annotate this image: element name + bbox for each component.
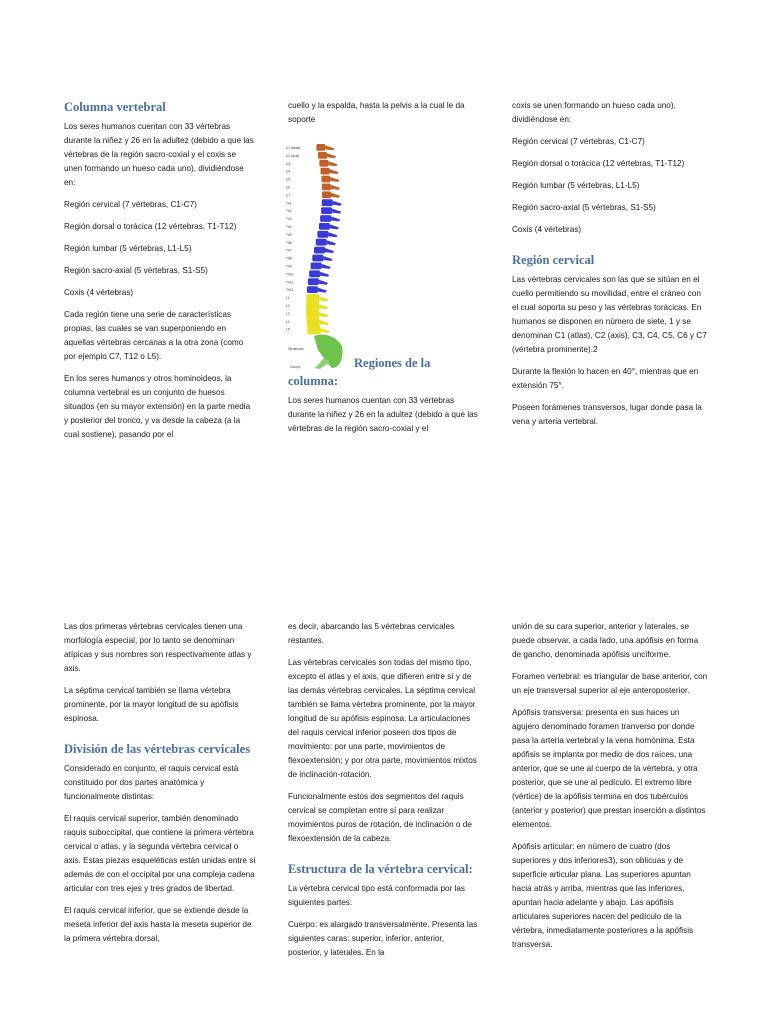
paragraph: El raquis cervical inferior, que se extiende desde la meseta inferior del axis hasta la meseta superior de la primera vértebra dorsal, <box>64 906 252 943</box>
vertebra-lumbar <box>307 326 320 335</box>
vertebra-lumbar <box>306 302 319 311</box>
list-item: Región sacro-axial (5 vértebras, S1-S5) <box>64 266 208 275</box>
spinous-process-thoracic <box>325 248 334 253</box>
spine-label: C5 <box>286 177 291 182</box>
spine-label-sacrum: Os sacrum <box>288 347 304 351</box>
spine-label: C7 <box>286 193 291 198</box>
list-item: Región cervical (7 vértebras, C1-C7) <box>512 137 645 146</box>
paragraph: Apófisis transversa: presenta en sus haces un agujero denominado foramen tranverso por donde pasa la arteria vertebral y la vena homónima. Esta apófisis se implanta por medio de dos raíces, una anterior, que se une al cuerpo de la vértebra, y otra posterior, que se une al pedículo. El extremo libre (vértice) de la apófisis termina en dos tubérculos (anterior y posterior) que prestan inserción a distintos elementos. <box>512 708 706 829</box>
heading-estructura-vertebra-cervical: Estructura de la vértebra cervical: <box>288 862 473 876</box>
page1-column-2-top <box>288 99 478 135</box>
vertebra-thoracic <box>308 278 319 285</box>
spine-label: Th2 <box>286 209 292 214</box>
vertebra-cervical <box>316 144 325 151</box>
spinous-process-lumbar <box>319 296 328 301</box>
spinous-process-cervical <box>327 153 336 158</box>
spine-label: Th1 <box>286 201 292 206</box>
heading-regiones-columna: Regiones de la columna: <box>288 356 431 388</box>
spine-label: Th7 <box>286 248 292 253</box>
spinous-process-thoracic <box>320 272 329 277</box>
paragraph: Cuerpo: es alargado transversalmente. Presenta las siguientes caras: superior, inferior, anterior, posterior, y laterales. En la <box>288 920 478 957</box>
paragraph: En los seres humanos y otros hominoideos, la columna vertebral es un conjunto de huesos situados (en su mayor extensión) en la parte media y posterior del tronco, y va desde la cabeza (a la cual sostiene), pasando por el <box>64 374 251 439</box>
paragraph: coxis se unen formando un hueso cada uno), dividiéndose en: <box>512 101 676 124</box>
vertebra-lumbar <box>306 294 319 303</box>
spinous-process-thoracic <box>327 240 336 245</box>
paragraph: es decir, abarcando las 5 vértebras cervicales restantes. <box>288 622 455 645</box>
spinous-process-thoracic <box>332 209 341 214</box>
list-item: Región sacro-axial (5 vértebras, S1-S5) <box>512 203 656 212</box>
paragraph: La vértebra cervical tipo está conformada por las siguientes partes: <box>288 884 466 907</box>
vertebra-cervical <box>321 176 330 183</box>
spine-label: L1 <box>286 296 290 301</box>
list-item: Región dorsal o torácica (12 vértebras, T1-T12) <box>512 159 685 168</box>
heading-region-cervical: Región cervical <box>512 253 595 267</box>
spinous-process-cervical <box>330 169 339 174</box>
spine-label: Th11 <box>286 280 294 285</box>
heading-columna-vertebral: Columna vertebral <box>64 100 166 114</box>
vertebra-thoracic <box>309 270 320 277</box>
paragraph: Las vértebras cervicales son todas del mismo tipo, excepto el atlas y el axis, que difieren entre sí y de las demás vértebras cervicales. La séptima cervical también se llama vértebra prominente, por la mayor longitud de su apófisis espinosa. La articulaciones del raquis cervical inferior poseen dos tipos de movimiento: por una parte, movimientos de flexoextensión; y por otra parte, movimientos mixtos de inclinación-rotación. <box>288 658 477 779</box>
paragraph: Durante la flexión lo hacen en 40°, mientras que en extensión 75°. <box>512 367 699 390</box>
spinous-process-cervical <box>331 185 340 190</box>
page1-column-3 <box>512 99 708 437</box>
spine-label: C3 <box>286 161 291 166</box>
list-item: Coxis (4 vértebras) <box>512 225 582 234</box>
paragraph: La séptima cervical también se llama vértebra prominente, por la mayor longitud de su apófisis espinosa. <box>64 686 239 723</box>
spine-label: Th6 <box>286 240 292 245</box>
spine-label: Th5 <box>286 232 292 237</box>
heading-division-vertebras-cervicales: División de las vértebras cervicales <box>64 742 251 756</box>
vertebra-thoracic <box>314 247 325 254</box>
spinous-process-cervical <box>328 161 337 166</box>
paragraph: Cada región tiene una serie de características propias, las cuales se van superponiendo en aquellas vértebras cercanas a la otra zona (como por ejemplo C7, T12 o L5). <box>64 310 244 361</box>
list-item: Región lumbar (5 vértebras, L1-L5) <box>512 181 640 190</box>
spinous-process-lumbar <box>319 312 328 317</box>
spinous-process-thoracic <box>318 288 327 293</box>
spinous-process-thoracic <box>322 264 331 269</box>
vertebra-cervical <box>321 168 330 175</box>
spinous-process-thoracic <box>330 224 339 229</box>
spine-label: Th8 <box>286 256 292 261</box>
spine-label-coccyx: Coccyx <box>290 365 301 369</box>
spinous-process-thoracic <box>333 201 342 206</box>
paragraph: Funcionalmente estos dos segmentos del raquis cervical se completan entre sí para realizar movimientos puros de rotación, de inclinación o de flexoextensión de la cabeza. <box>288 792 472 843</box>
vertebra-thoracic <box>311 263 322 270</box>
spine-label: L3 <box>286 311 290 316</box>
vertebra-lumbar <box>307 318 320 327</box>
spine-label: Th4 <box>286 225 292 229</box>
spinous-process-cervical <box>325 145 334 150</box>
vertebra-thoracic <box>319 223 330 230</box>
spine-label: Th9 <box>286 264 292 269</box>
paragraph: Considerado en conjunto, el raquis cervical está constituido por dos partes anatómica y funcionalmente distintas: <box>64 764 239 801</box>
spine-diagram <box>284 136 356 372</box>
spine-vertebrae <box>306 144 342 334</box>
paragraph: unión de su cara superior, anterior y laterales, se puede observar, a cada lado, una apófisis en forma de gancho, denominada apófisis unciforme. <box>512 622 699 659</box>
vertebra-thoracic <box>320 215 331 222</box>
page2-column-1 <box>64 620 256 954</box>
paragraph: Las vértebras cervicales son las que se sitúan en el cuello permitiendo su movilidad, entre el cráneo con el cual soporta su peso y las vértebras torácicas. En humanos se disponen en número de siete, 1 y se denominan C1 (atlas), C2 (axis), C3, C4, C5, C6 y C7 (vértebra prominente).2 <box>512 275 707 354</box>
spine-label: L4 <box>286 319 290 324</box>
vertebra-thoracic <box>316 239 327 246</box>
paragraph: cuello y la espalda, hasta la pelvis a la cual le da soporte <box>288 101 465 124</box>
spine-label: Th10 <box>286 272 294 277</box>
list-item: Región lumbar (5 vértebras, L1-L5) <box>64 244 192 253</box>
paragraph: El raquis cervical superior, también denominado raquis suboccipital, que contiene la primera vértebra cervical o atlas, y la segunda vértebra cervical o axis. Estas piezas esqueléticas están unidas entre sí además de con el occipital por una compleja cadena articular con tres ejes y tres grados de libertad. <box>64 814 256 893</box>
list-item: Coxis (4 vértebras) <box>64 288 134 297</box>
paragraph: Los seres humanos cuentan con 33 vértebras durante la niñez y 26 en la adultez (debido a que las vértebras de la región sacro-coxial y el <box>288 396 478 433</box>
spine-label: Th3 <box>286 217 292 222</box>
spinous-process-thoracic <box>319 280 328 285</box>
vertebra-cervical <box>318 152 327 159</box>
paragraph: Poseen forámenes transversos, lugar donde pasa la vena y arteria vertebral. <box>512 403 702 426</box>
spine-label: C6 <box>286 185 291 190</box>
spinous-process-cervical <box>331 193 340 198</box>
spinous-process-lumbar <box>320 328 329 333</box>
spinous-process-lumbar <box>319 304 328 309</box>
page1-column-1 <box>64 98 256 450</box>
spine-label: L2 <box>286 304 290 308</box>
paragraph: Foramen vertebral: es triangular de base anterior, con un eje transversal superior al eje anteroposterior. <box>512 672 708 695</box>
spine-labels <box>286 146 304 369</box>
list-item: Región dorsal o torácica (12 vértebras, T1-T12) <box>64 222 237 231</box>
spinous-process-cervical <box>330 177 339 182</box>
list-item: Región cervical (7 vértebras, C1-C7) <box>64 200 197 209</box>
vertebra-cervical <box>322 184 331 191</box>
spine-label: C2 (Axis) <box>286 153 300 158</box>
vertebra-thoracic <box>307 286 318 293</box>
vertebra-cervical <box>322 191 331 198</box>
spinous-process-thoracic <box>323 256 332 261</box>
spinous-process-lumbar <box>320 320 329 325</box>
page2-column-2 <box>288 620 478 968</box>
vertebra-thoracic <box>321 207 332 214</box>
spinous-process-thoracic <box>331 217 340 222</box>
paragraph: Apófisis articular: en número de cuatro (dos superiores y dos inferiores3), son oblicuas y de superficie articular plana. Las superiores apuntan hacia atrás y arriba, mientras que las inferiores, apuntan hacia adelante y abajo. Las apófisis articulares superiores nacen del pedículo de la vértebra, inmediatamente posteriores a la apófisis transversa. <box>512 842 694 949</box>
spine-label: C1 (Atlas) <box>286 146 301 150</box>
paragraph: Las dos primeras vértebras cervicales tienen una morfología especial, por lo tanto se denominan atípicas y sus nombres son respectivamente atlas y axis. <box>64 622 252 673</box>
spine-label: Th12 <box>286 288 294 293</box>
vertebra-thoracic <box>317 231 328 238</box>
page1-column-2-bottom <box>288 354 478 444</box>
vertebra-thoracic <box>312 255 323 262</box>
page2-column-3 <box>512 620 708 960</box>
spine-label: C4 <box>286 169 291 174</box>
vertebra-cervical <box>319 160 328 167</box>
spine-label: L5 <box>286 327 290 332</box>
paragraph: Los seres humanos cuentan con 33 vértebras durante la niñez y 26 en la adultez (debido a que las vértebras de la región sacro-coxial y el coxis se unen formando un hueso cada uno), dividiéndose en: <box>64 122 254 187</box>
spinous-process-thoracic <box>328 232 337 237</box>
vertebra-thoracic <box>322 199 333 206</box>
vertebra-lumbar <box>306 310 319 319</box>
